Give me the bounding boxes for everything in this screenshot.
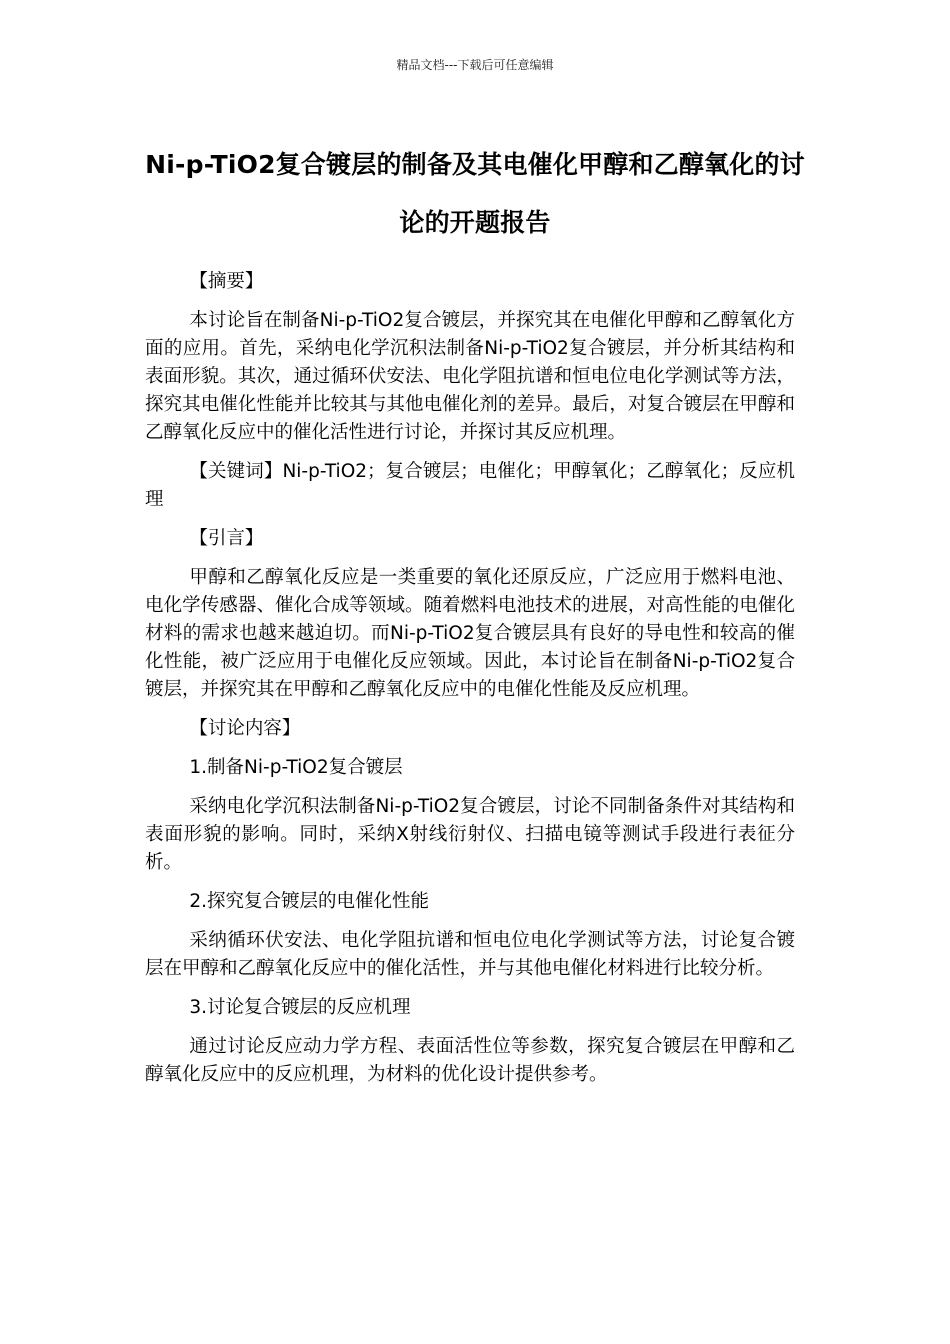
introduction-heading: 【引言】	[189, 528, 264, 549]
item-1-text: 采纳电化学沉积法制备Ni-p-TiO2复合镀层，讨论不同制备条件对其结构和表面形貌的影响。同时，采纳X射线衍射仪、扫描电镜等测试手段进行表征分析。	[145, 796, 795, 873]
keywords-text: 【关键词】Ni-p-TiO2；复合镀层；电催化；甲醇氧化；乙醇氧化；反应机理	[145, 461, 795, 510]
abstract-heading: 【摘要】	[189, 271, 264, 292]
document-title: Ni-p-TiO2复合镀层的制备及其电催化甲醇和乙醇氧化的讨论的开题报告	[145, 150, 805, 237]
header-note: 精品文档---下载后可任意编辑	[396, 58, 554, 72]
research-content-heading: 【讨论内容】	[189, 718, 301, 739]
item-2-text: 采纳循环伏安法、电化学阻抗谱和恒电位电化学测试等方法，讨论复合镀层在甲醇和乙醇氧化反应中的催化活性，并与其他电催化材料进行比较分析。	[145, 930, 795, 979]
introduction-text: 甲醇和乙醇氧化反应是一类重要的氧化还原反应，广泛应用于燃料电池、电化学传感器、催化合成等领域。随着燃料电池技术的进展，对高性能的电催化材料的需求也越来越迫切。而Ni-p-TiO2复合镀层具有良好的导电性和较高的催化性能，被广泛应用于电催化反应领域。因此，本讨论旨在制备Ni-p-TiO2复合镀层，并探究其在甲醇和乙醇氧化反应中的电催化性能及反应机理。	[145, 567, 795, 700]
item-1-title: 1.制备Ni-p-TiO2复合镀层	[189, 757, 403, 778]
item-3-text: 通过讨论反应动力学方程、表面活性位等参数，探究复合镀层在甲醇和乙醇氧化反应中的反应机理，为材料的优化设计提供参考。	[145, 1036, 795, 1085]
item-3-title: 3.讨论复合镀层的反应机理	[189, 997, 411, 1018]
abstract-text: 本讨论旨在制备Ni-p-TiO2复合镀层，并探究其在电催化甲醇和乙醇氧化方面的应用。首先，采纳电化学沉积法制备Ni-p-TiO2复合镀层，并分析其结构和表面形貌。其次，通过循环伏安法、电化学阻抗谱和恒电位电化学测试等方法，探究其电催化性能并比较其与其他电催化剂的差异。最后，对复合镀层在甲醇和乙醇氧化反应中的催化活性进行讨论，并探讨其反应机理。	[145, 310, 795, 443]
document-body	[145, 268, 795, 1100]
item-2-title: 2.探究复合镀层的电催化性能	[189, 891, 430, 912]
